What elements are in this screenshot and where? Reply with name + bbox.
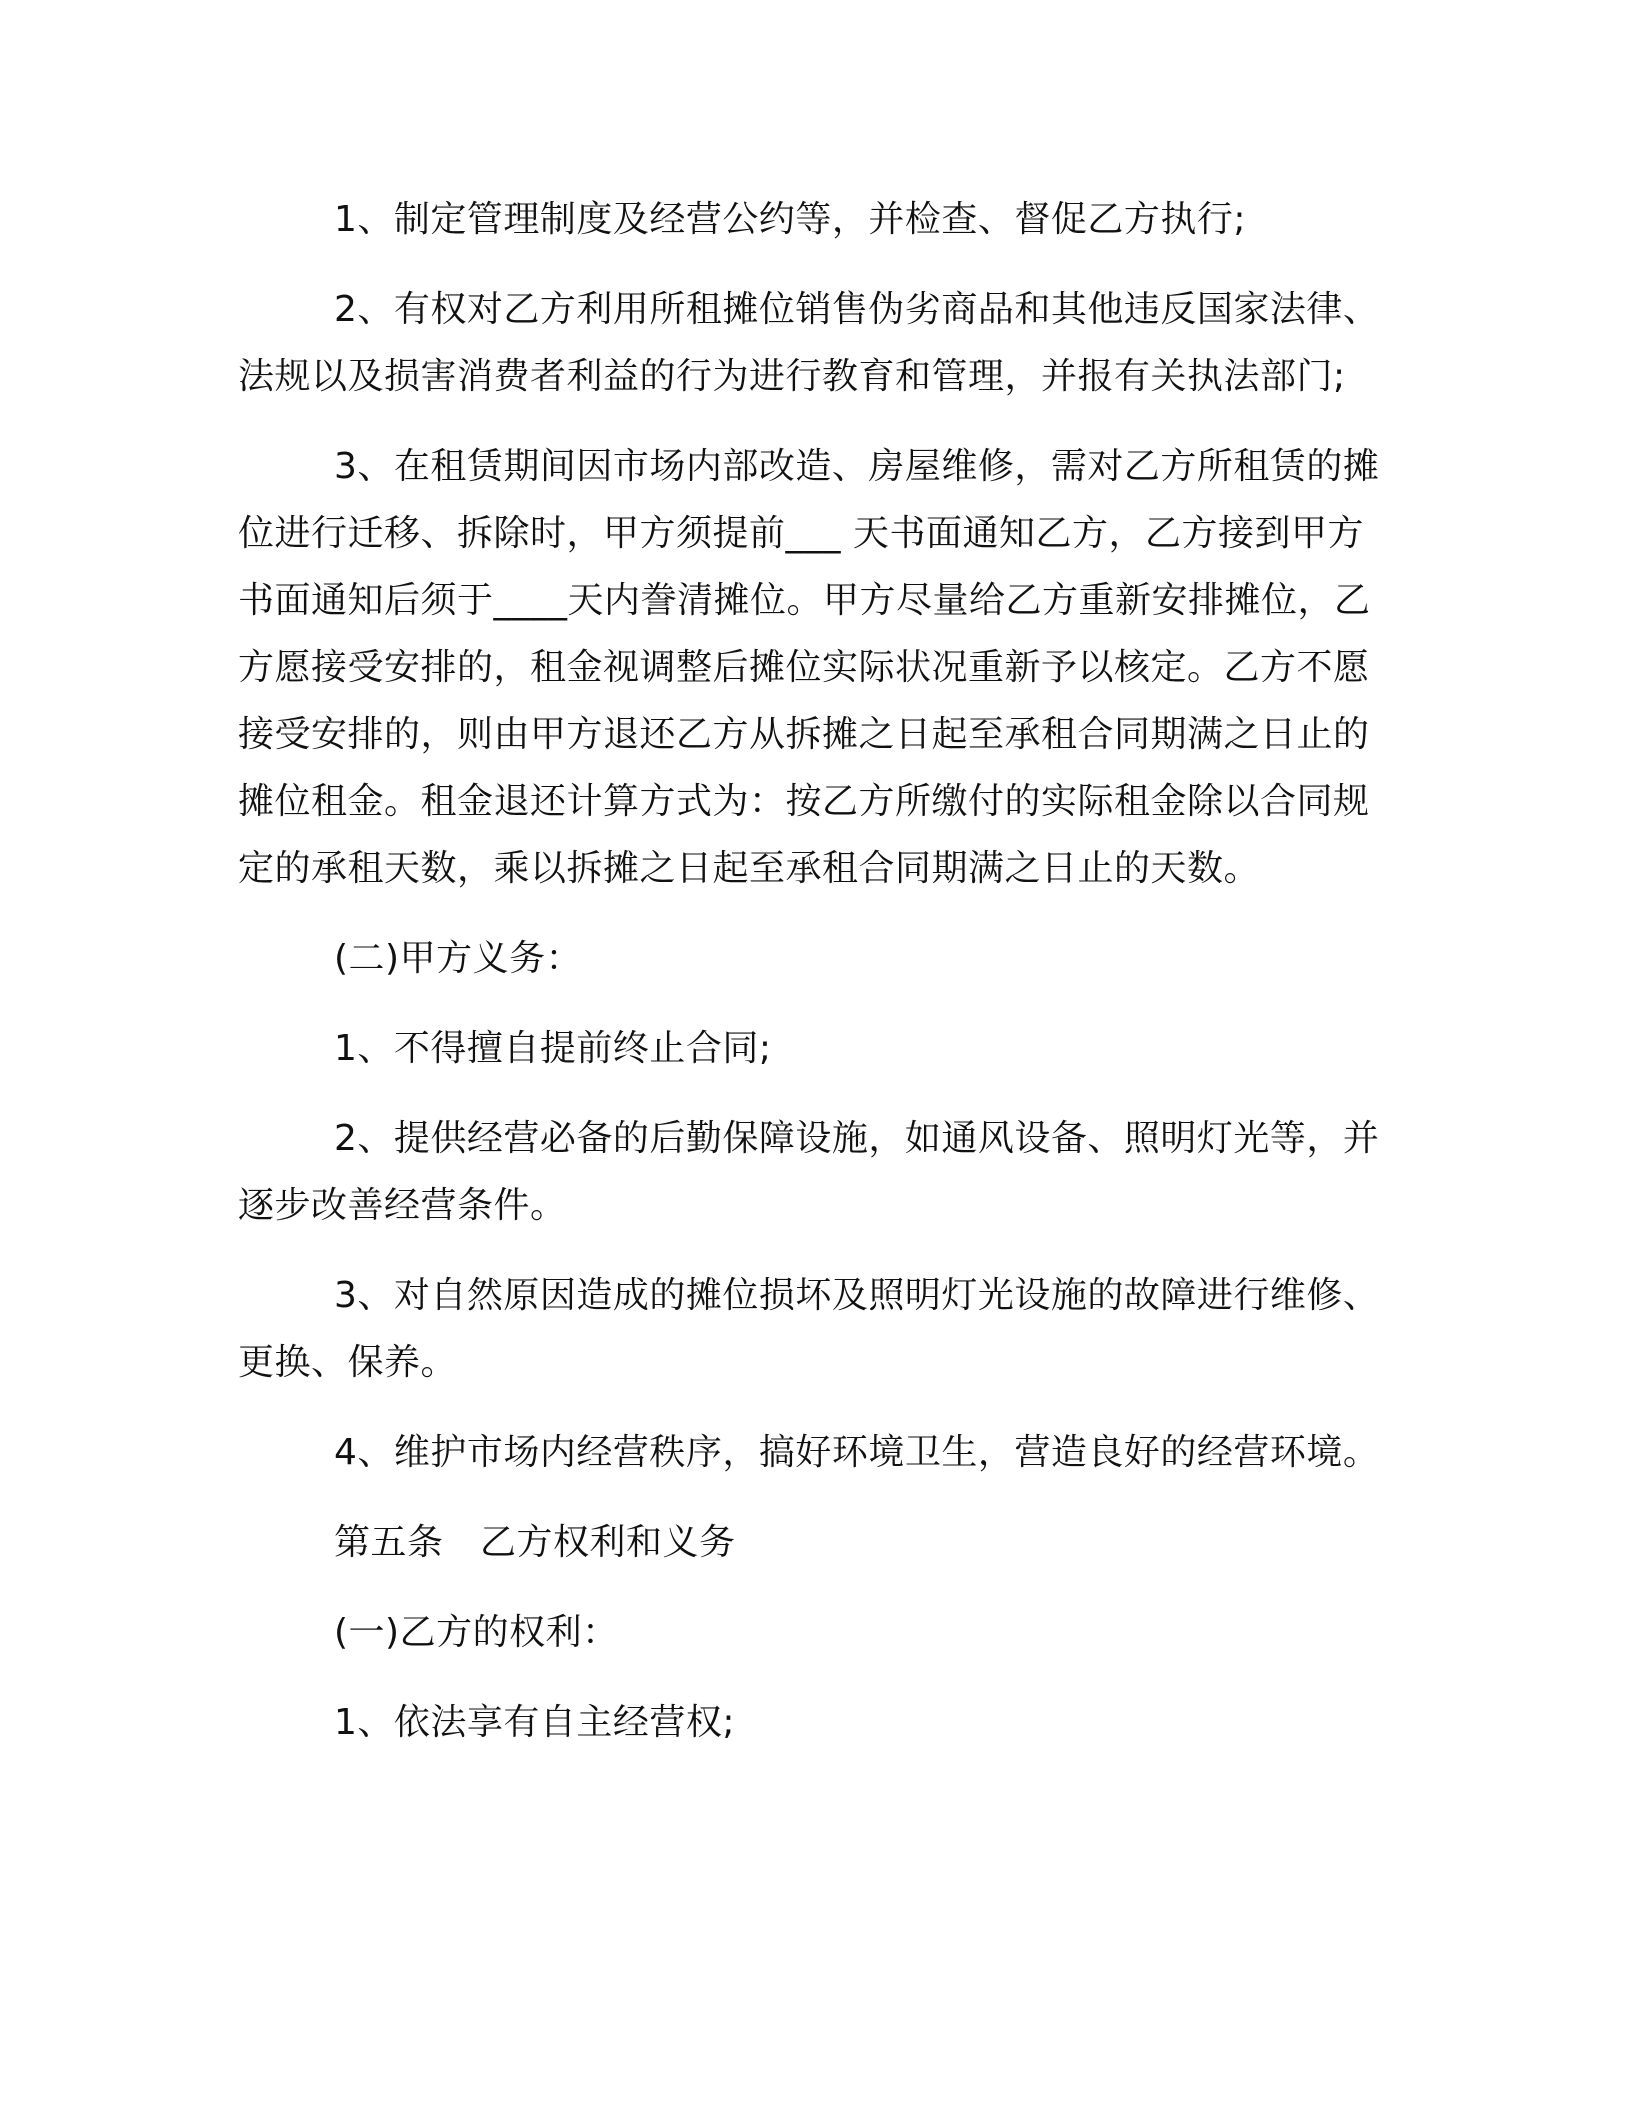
article-five-heading: 第五条 乙方权利和义务 — [334, 1522, 736, 1563]
document-body — [238, 186, 1394, 1779]
paragraph-item-2-authority: 2、有权对乙方利用所租摊位销售伪劣商品和其他违反国家法律、法规以及损害消费者利益的行为进行教育和管理，并报有关执法部门; — [238, 289, 1380, 397]
section-heading-party-b-rights: (一)乙方的权利： — [334, 1612, 619, 1653]
paragraph-obligation-1: 1、不得擅自提前终止合同; — [334, 1028, 772, 1069]
paragraph-item-1-management-rules: 1、制定管理制度及经营公约等，并检查、督促乙方执行; — [334, 199, 1247, 240]
paragraph-obligation-2: 2、提供经营必备的后勤保障设施，如通风设备、照明灯光等，并逐步改善经营条件。 — [238, 1118, 1380, 1226]
paragraph-item-3-relocation: 3、在租赁期间因市场内部改造、房屋维修，需对乙方所租赁的摊位进行迁移、拆除时，甲方须提前___ 天书面通知乙方，乙方接到甲方书面通知后须于____天内誊清摊位。甲方尽量给乙方重新安排摊位，乙方愿接受安排的，租金视调整后摊位实际状况重新予以核定。乙方不愿接受安排的，则由甲方退还乙方从拆摊之日起至承租合同期满之日止的摊位租金。租金退还计算方式为：按乙方所缴付的实际租金除以合同规定的承租天数，乘以拆摊之日起至承租合同期满之日止的天数。 — [238, 446, 1380, 889]
paragraph-right-1: 1、依法享有自主经营权; — [334, 1702, 736, 1743]
paragraph-obligation-4: 4、维护市场内经营秩序，搞好环境卫生，营造良好的经营环境。 — [334, 1432, 1380, 1473]
paragraph-obligation-3: 3、对自然原因造成的摊位损坏及照明灯光设施的故障进行维修、更换、保养。 — [238, 1275, 1380, 1383]
section-heading-party-a-obligations: (二)甲方义务： — [334, 938, 583, 979]
